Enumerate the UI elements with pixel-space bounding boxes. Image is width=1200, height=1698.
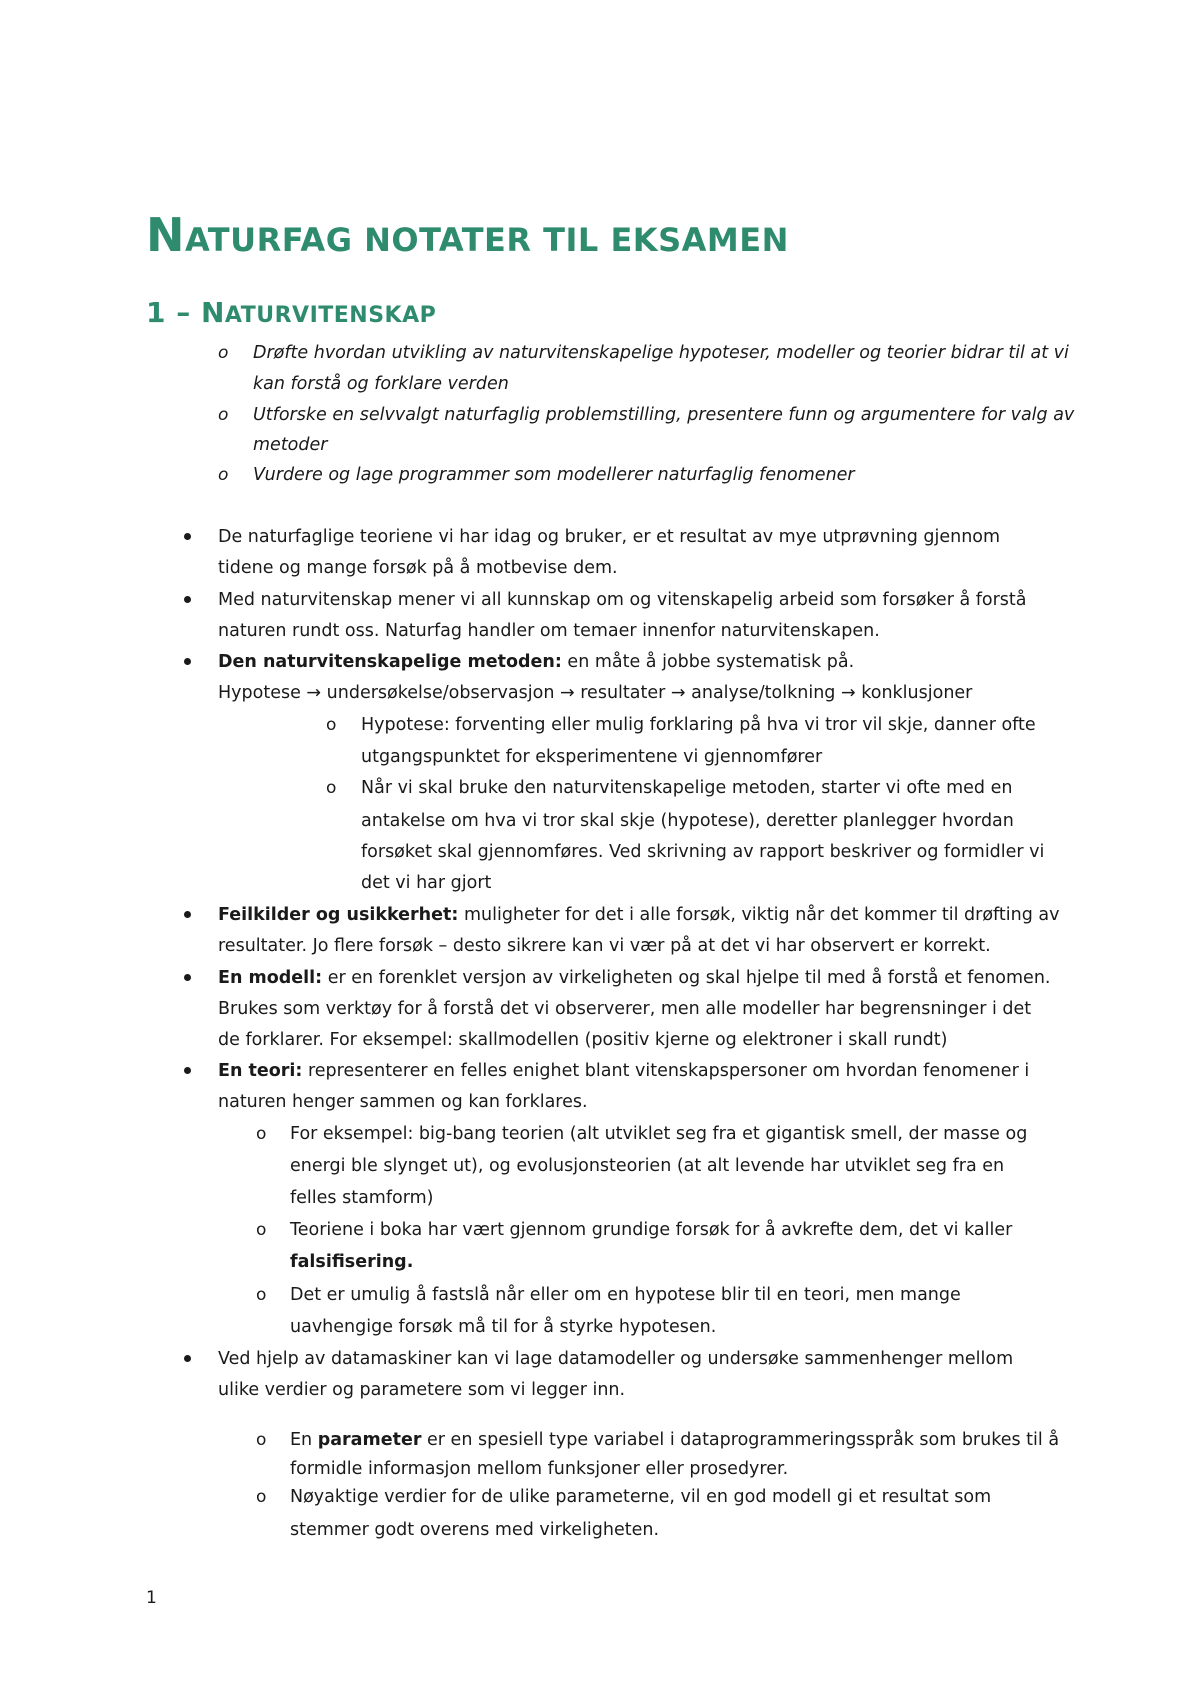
bullet-text: naturen henger sammen og kan forklares.	[218, 1092, 588, 1112]
sub-bullet-text: utgangspunktet for eksperimentene vi gjennomfører	[361, 747, 823, 767]
sub-bullet-text: energi ble slynget ut), og evolusjonsteorien (at alt levende har utviklet seg fra en	[290, 1156, 1005, 1176]
sub-bullet-text: Teoriene i boka har vært gjennom grundige forsøk for å avkrefte dem, det vi kaller	[290, 1220, 1013, 1240]
sub-bullet-text: det vi har gjort	[361, 873, 492, 893]
bullet-text: En modell: er en forenklet versjon av virkeligheten og skal hjelpe til med å forstå et fenomen.	[218, 968, 1051, 988]
goal-line: metoder	[253, 435, 328, 455]
arrow-icon: →	[670, 683, 686, 703]
bullet-text: de forklarer. For eksempel: skallmodellen (positiv kjerne og elektroner i skall rundt)	[218, 1030, 948, 1050]
sub-bullet-text: formidle informasjon mellom funksjoner eller prosedyrer.	[290, 1459, 789, 1479]
sub-bullet-text: antakelse om hva vi tror skal skje (hypotese), deretter planlegger hvordan	[361, 811, 1014, 831]
goal-line: kan forstå og forklare verden	[253, 374, 509, 394]
bullet-text: Med naturvitenskap mener vi all kunnskap om og vitenskapelig arbeid som forsøker å forstå	[218, 590, 1027, 610]
goal-line: Vurdere og lage programmer som modellerer naturfaglig fenomener	[253, 465, 855, 485]
bullet-marker	[184, 596, 191, 603]
bullet-marker	[184, 911, 191, 918]
section-heading: 1 – NATURVITENSKAP	[146, 296, 437, 329]
bullet-text: tidene og mange forsøk på å motbevise dem.	[218, 558, 618, 578]
sub-bullet-marker: o	[326, 778, 337, 798]
sub-bullet-marker: o	[218, 465, 229, 485]
sub-bullet-text: stemmer godt overens med virkeligheten.	[290, 1520, 660, 1540]
sub-bullet-marker: o	[256, 1124, 267, 1144]
bullet-text: naturen rundt oss. Naturfag handler om temaer innenfor naturvitenskapen.	[218, 621, 880, 641]
arrow-icon: →	[840, 683, 856, 703]
bullet-marker	[184, 533, 191, 540]
page-number: 1	[146, 1588, 157, 1608]
sub-bullet-marker: o	[218, 343, 229, 363]
sub-bullet-marker: o	[256, 1220, 267, 1240]
sub-bullet-marker: o	[326, 715, 337, 735]
sub-bullet-marker: o	[256, 1285, 267, 1305]
bullet-text: Feilkilder og usikkerhet: muligheter for det i alle forsøk, viktig når det kommer til drøfting av	[218, 905, 1060, 925]
goal-line: Drøfte hvordan utvikling av naturvitenskapelige hypoteser, modeller og teorier bidrar til at vi	[253, 343, 1069, 363]
arrow-icon: →	[306, 683, 322, 703]
sub-bullet-text: For eksempel: big-bang teorien (alt utviklet seg fra et gigantisk smell, der masse og	[290, 1124, 1028, 1144]
bullet-text: resultater. Jo flere forsøk – desto sikrere kan vi vær på at det vi har observert er korrekt.	[218, 936, 991, 956]
bullet-marker	[184, 1355, 191, 1362]
sub-bullet-text: Hypotese: forventing eller mulig forklaring på hva vi tror vil skje, danner ofte	[361, 715, 1036, 735]
sub-bullet-marker: o	[218, 405, 229, 425]
sub-bullet-text: Når vi skal bruke den naturvitenskapelige metoden, starter vi ofte med en	[361, 778, 1013, 798]
sub-bullet-text: felles stamform)	[290, 1188, 434, 1208]
sub-bullet-text: uavhengige forsøk må til for å styrke hypotesen.	[290, 1317, 717, 1337]
goal-line: Utforske en selvvalgt naturfaglig problemstilling, presentere funn og argumentere for valg av	[253, 405, 1075, 425]
bullet-marker	[184, 974, 191, 981]
bullet-text: En teori: representerer en felles enighet blant vitenskapspersoner om hvordan fenomener i	[218, 1061, 1030, 1081]
bullet-text: Brukes som verktøy for å forstå det vi observerer, men alle modeller har begrensninger i det	[218, 999, 1032, 1019]
bullet-text: ulike verdier og parametere som vi legger inn.	[218, 1380, 626, 1400]
sub-bullet-marker: o	[256, 1487, 267, 1507]
sub-bullet-text: Nøyaktige verdier for de ulike parameterne, vil en god modell gi et resultat som	[290, 1487, 992, 1507]
bullet-text: Den naturvitenskapelige metoden: en måte å jobbe systematisk på.	[218, 652, 855, 672]
sub-bullet-text: forsøket skal gjennomføres. Ved skrivning av rapport beskriver og formidler vi	[361, 842, 1045, 862]
document-title: NATURFAG NOTATER TIL EKSAMEN	[146, 208, 789, 262]
sub-bullet-marker: o	[256, 1430, 267, 1450]
arrow-icon: →	[560, 683, 575, 703]
sub-bullet-text: En parameter er en spesiell type variabel i dataprogrammeringsspråk som brukes til å	[290, 1430, 1060, 1450]
method-flow: Hypotese → undersøkelse/observasjon → resultater → analyse/tolkning → konklusjoner	[218, 683, 973, 703]
bullet-text: De naturfaglige teoriene vi har idag og bruker, er et resultat av mye utprøvning gjennom	[218, 527, 1001, 547]
bullet-marker	[184, 658, 191, 665]
sub-bullet-text: Det er umulig å fastslå når eller om en hypotese blir til en teori, men mange	[290, 1285, 961, 1305]
bullet-marker	[184, 1067, 191, 1074]
bullet-text: Ved hjelp av datamaskiner kan vi lage datamodeller og undersøke sammenhenger mellom	[218, 1349, 1014, 1369]
sub-bullet-text: falsifisering.	[290, 1252, 414, 1272]
